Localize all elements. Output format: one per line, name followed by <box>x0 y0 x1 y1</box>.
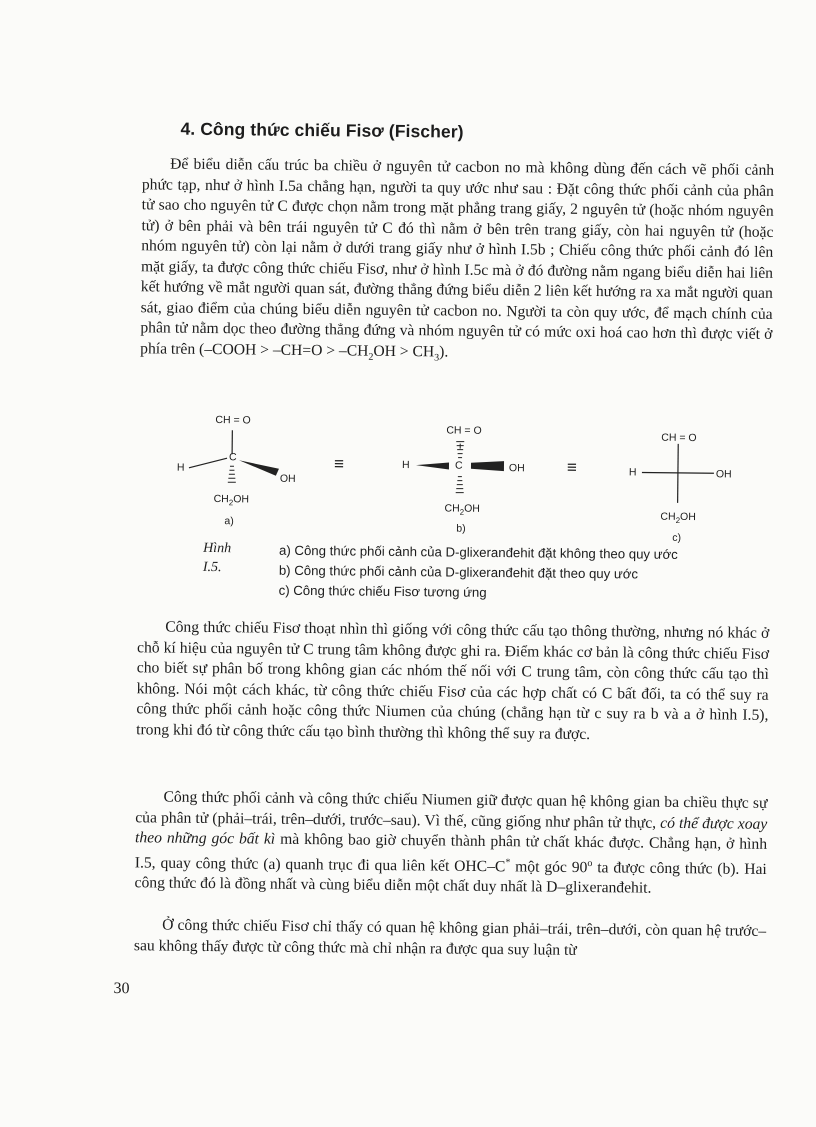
order-sub-2: 3 <box>434 352 439 363</box>
b-ch: CH <box>444 502 459 514</box>
c-h-label: H <box>629 466 637 478</box>
caption-label: Hình I.5. <box>203 540 231 577</box>
p3-part-a: Công thức phối cảnh và công thức chiếu Niumen giữ được quan hệ không gian ba chiều thực sự của phân tử (phải–trái, trên–dưới, trước–sau). Vì thế, cũng giống như phân tử thực, <box>135 789 767 832</box>
caption-line-a: a) Công thức phối cảnh của D-glixeranđehit đặt không theo quy ước <box>279 542 678 565</box>
wedge-b-oh <box>471 461 504 471</box>
p3-degree: o <box>587 857 592 868</box>
order-part-3: ). <box>439 343 448 360</box>
b-c-label: C <box>455 460 463 472</box>
paragraph-1-text: Để biểu diễn cấu trúc ba chiều ở nguyên tử cacbon no mà không dùng đến cách vẽ phối cảnh phức tạp, như ở hình I.5a chẳng hạn, người ta quy ước như sau : Đặt công thức phối cảnh của phân tử sao cho nguyên tử C được chọn nằm trong mặt phẳng trang giấy, 2 nguyên tử (hoặc nhóm nguyên tử) ở bên phải và bên trái nguyên tử C đó thì nằm ở bên trên trang giấy, còn hai nguyên tử (hoặc nhóm nguyên tử) còn lại nằm ở dưới trang giấy như ở hình I.5b ; Chiếu công thức phối cảnh đó lên mặt giấy, ta được công thức chiếu Fisơ, như ở hình I.5c mà ở đó đường nằm ngang biểu diễn hai liên kết hướng về mắt người quan sát, đường thẳng đứng biểu diễn 2 liên kết hướng ra xa mắt người quan sát, giao điểm của chúng biểu diễn nguyên tử cacbon no. Người ta còn quy ước, để mạch chính của phân tử nằm dọc theo đường thẳng đứng và nhóm nguyên tử có mức oxi hoá cao hơn thì được viết ở phía trên <box>140 156 774 358</box>
page-number: 30 <box>113 980 129 998</box>
paragraph-rotation <box>134 787 767 900</box>
fischer-horizontal <box>642 473 714 474</box>
a-c-label: C <box>229 451 237 463</box>
hash-a-down <box>228 466 236 482</box>
b-ch2oh-label <box>444 502 480 516</box>
wedge-b-h <box>416 462 449 469</box>
figure-i5 <box>6 0 816 4</box>
bond-a-h <box>189 458 227 468</box>
order-sub-1: 2 <box>368 351 373 362</box>
p3-italic: có thể được xoay theo những góc bất kì <box>135 814 767 847</box>
b-cho-label: CH = O <box>446 424 481 436</box>
hash-b-down <box>456 477 464 493</box>
a-oh-label: OH <box>280 473 296 485</box>
b-oh-tail: OH <box>464 503 480 515</box>
b-h-label: H <box>402 459 410 471</box>
paragraph-fischer-relations: Ở công thức chiếu Fisơ chỉ thấy có quan hệ không gian phải–trái, trên–dưới, còn quan hệ trước–sau không thấy được từ công thức mà chỉ nhận ra được qua suy luận từ <box>134 915 766 963</box>
a-cho-label: CH = O <box>215 414 250 426</box>
wedge-a-oh <box>239 460 279 475</box>
p3-part-c: một góc 90 <box>515 858 587 876</box>
section-heading: 4. Công thức chiếu Fisơ (Fischer) <box>180 119 463 143</box>
a-sub2: 2 <box>229 498 234 507</box>
c-oh-tail: OH <box>680 511 696 523</box>
c-sub2: 2 <box>676 516 681 525</box>
order-part-2: OH > CH <box>373 342 434 360</box>
c-oh-label: OH <box>716 468 732 480</box>
label-c: c) <box>672 532 681 544</box>
a-h-label: H <box>177 462 185 474</box>
caption-line-c: c) Công thức chiếu Fisơ tương ứng <box>279 582 487 603</box>
c-ch: CH <box>660 511 675 523</box>
p3-star: * <box>505 857 510 868</box>
a-oh-tail: OH <box>233 493 249 505</box>
p3-part-b: mà không bao giờ chuyển thành phân tử chất khác được. Chẳng hạn, ở hình I.5, quay công thức (a) quanh trục đi qua liên kết OHC–C <box>135 831 767 875</box>
b-sub2: 2 <box>460 508 465 517</box>
equals-2: ≡ <box>567 458 577 478</box>
c-ch2oh-label <box>660 511 696 525</box>
caption-line-b: b) Công thức phối cảnh của D-glixeranđehit đặt theo quy ước <box>279 562 638 584</box>
a-ch: CH <box>214 493 229 505</box>
a-ch2oh-label <box>214 493 250 507</box>
p3-part-d: ta được công thức (b). Hai công thức đó là đồng nhất và cùng biểu diễn một chất duy nhất là D–glixeranđehit. <box>135 859 767 897</box>
c-cho-label: CH = O <box>661 432 696 444</box>
label-a: a) <box>224 515 233 527</box>
paragraph-fischer-vs-structural: Công thức chiếu Fisơ thoạt nhìn thì giống với công thức cấu tạo thông thường, nhưng nó khác ở chỗ kí hiệu của nguyên tử C trung tâm không được ghi ra. Điểm khác cơ bản là công thức chiếu Fisơ cho biết sự phân bố trong không gian các nhóm thế nối với C trung tâm, còn công thức cấu tạo thì không. Nói một cách khác, từ công thức chiếu Fisơ của các hợp chất có C bất đối, ta có thể suy ra công thức phối cảnh hoặc công thức Niumen của chúng (chẳng hạn từ c suy ra b và a ở hình I.5), trong khi đó từ công thức cấu tạo bình thường thì không thể suy ra được. <box>136 617 769 747</box>
label-b: b) <box>456 523 465 535</box>
equals-1: ≡ <box>334 454 344 474</box>
order-part-1: (–COOH > –CH=O > –CH <box>199 340 369 359</box>
b-oh-label: OH <box>509 462 525 474</box>
